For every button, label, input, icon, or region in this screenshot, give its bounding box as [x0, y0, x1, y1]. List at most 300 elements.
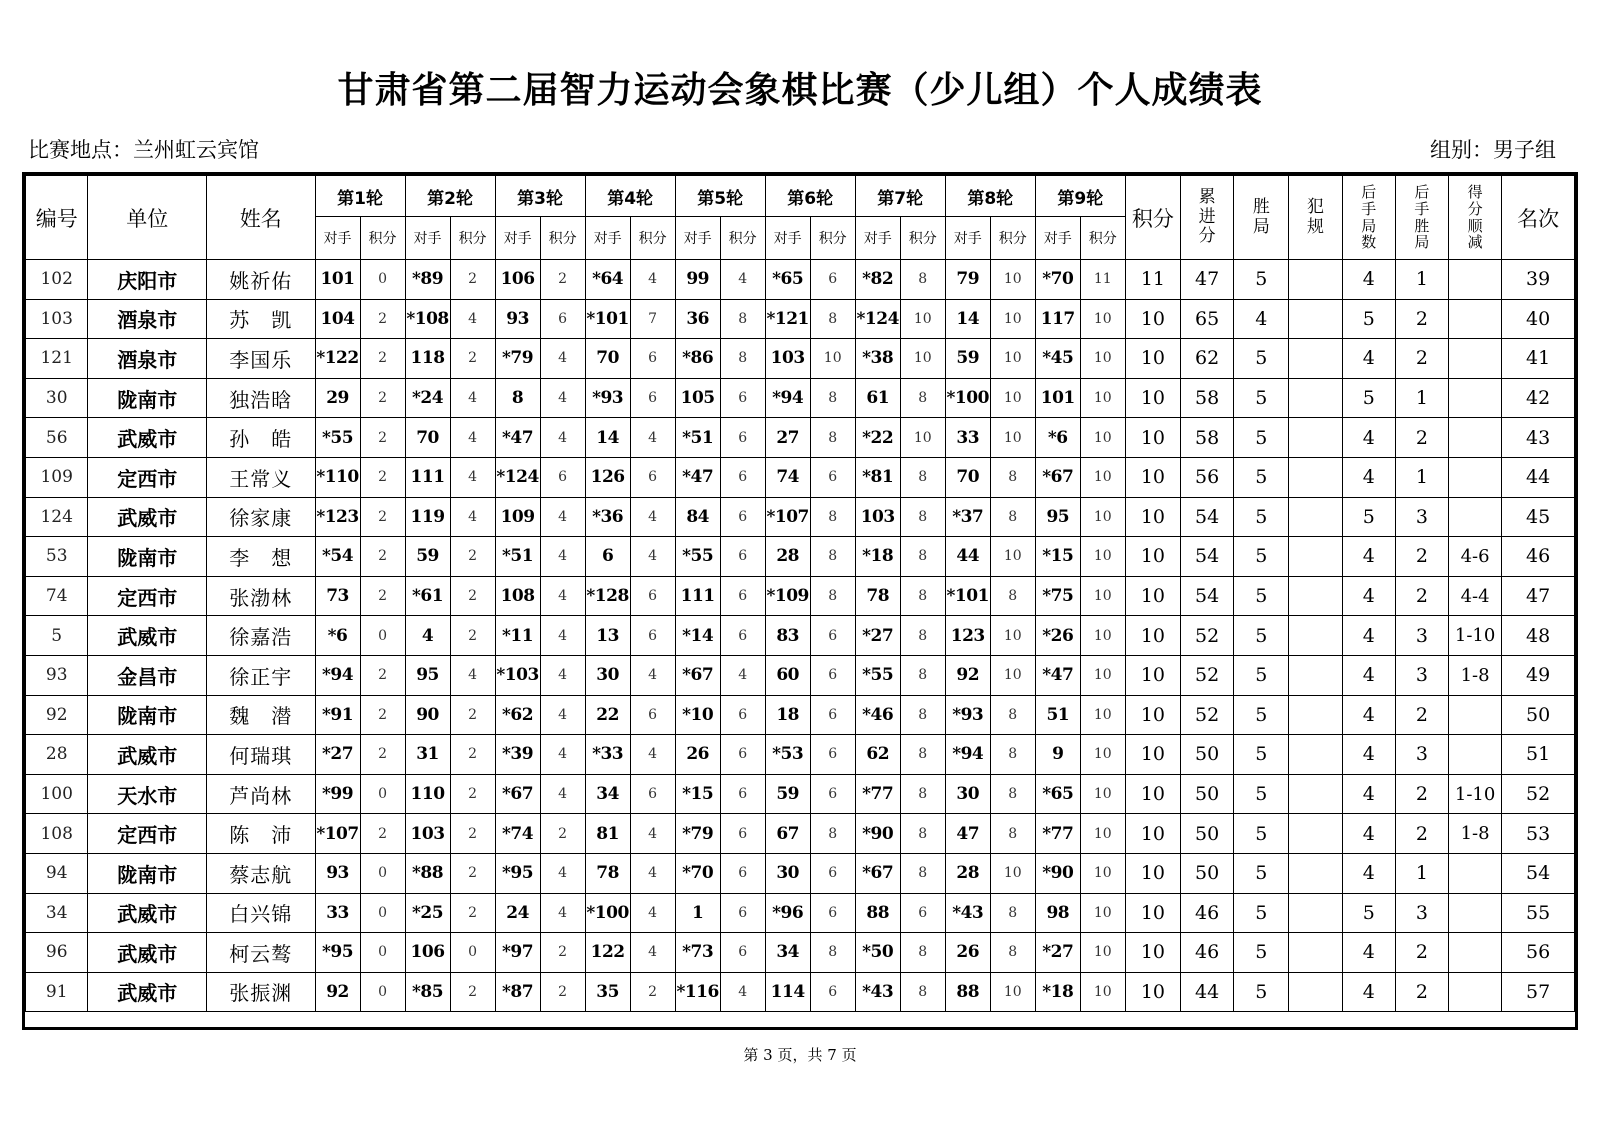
- player-unit: 酒泉市: [88, 339, 207, 379]
- round-opponent: 62: [855, 735, 900, 775]
- header-points: 积分: [990, 217, 1035, 260]
- round-points: 6: [630, 616, 675, 656]
- header-opponent: 对手: [945, 217, 990, 260]
- round-opponent: *101: [945, 576, 990, 616]
- player-second-games: 4: [1342, 774, 1395, 814]
- round-opponent: *39: [495, 735, 540, 775]
- player-cumulative: 50: [1181, 774, 1234, 814]
- round-opponent: *15: [675, 774, 720, 814]
- round-points: 2: [450, 537, 495, 577]
- round-points: 2: [540, 260, 585, 300]
- round-points: 10: [1080, 497, 1125, 537]
- player-second-wins: 1: [1395, 457, 1448, 497]
- round-points: 4: [540, 893, 585, 933]
- round-opponent: 106: [495, 260, 540, 300]
- header-score: 积分: [1125, 176, 1180, 260]
- round-opponent: *91: [315, 695, 360, 735]
- round-points: 6: [720, 418, 765, 458]
- round-points: 10: [900, 339, 945, 379]
- player-rank: 57: [1502, 972, 1575, 1012]
- round-points: 10: [900, 418, 945, 458]
- round-points: 6: [810, 616, 855, 656]
- round-opponent: *51: [675, 418, 720, 458]
- player-tiebreak: [1449, 418, 1502, 458]
- round-points: 2: [450, 260, 495, 300]
- round-points: 4: [720, 260, 765, 300]
- round-points: 8: [900, 576, 945, 616]
- player-rank: 46: [1502, 537, 1575, 577]
- round-points: 2: [360, 814, 405, 854]
- round-points: 10: [1080, 774, 1125, 814]
- round-opponent: *107: [315, 814, 360, 854]
- round-points: 10: [1080, 616, 1125, 656]
- round-opponent: *94: [945, 735, 990, 775]
- player-unit: 武威市: [88, 735, 207, 775]
- round-opponent: 119: [405, 497, 450, 537]
- round-points: 6: [720, 576, 765, 616]
- round-opponent: *124: [495, 457, 540, 497]
- player-tiebreak: 1-10: [1449, 616, 1502, 656]
- round-opponent: 33: [315, 893, 360, 933]
- round-points: 6: [810, 893, 855, 933]
- player-cumulative: 54: [1181, 497, 1234, 537]
- player-name: 芦尚林: [207, 774, 315, 814]
- round-points: 8: [900, 457, 945, 497]
- round-opponent: *15: [1035, 537, 1080, 577]
- round-points: 4: [540, 339, 585, 379]
- round-points: 4: [450, 378, 495, 418]
- round-points: 8: [810, 378, 855, 418]
- round-points: 4: [540, 378, 585, 418]
- round-opponent: 126: [585, 457, 630, 497]
- player-name: 姚祈佑: [207, 260, 315, 300]
- player-cumulative: 50: [1181, 853, 1234, 893]
- player-id: 94: [26, 853, 88, 893]
- player-score: 10: [1125, 497, 1180, 537]
- player-id: 100: [26, 774, 88, 814]
- round-opponent: *47: [675, 457, 720, 497]
- player-name: 何瑞琪: [207, 735, 315, 775]
- round-points: 2: [360, 655, 405, 695]
- round-opponent: *47: [495, 418, 540, 458]
- round-opponent: 6: [585, 537, 630, 577]
- round-opponent: *26: [1035, 616, 1080, 656]
- player-score: 10: [1125, 616, 1180, 656]
- player-wins: 5: [1234, 774, 1289, 814]
- round-opponent: 60: [765, 655, 810, 695]
- round-points: 6: [630, 378, 675, 418]
- round-opponent: 4: [405, 616, 450, 656]
- round-points: 2: [360, 418, 405, 458]
- player-second-games: 5: [1342, 299, 1395, 339]
- round-points: 6: [720, 378, 765, 418]
- round-opponent: 26: [945, 933, 990, 973]
- player-second-wins: 2: [1395, 774, 1448, 814]
- player-second-games: 4: [1342, 339, 1395, 379]
- round-points: 8: [990, 735, 1035, 775]
- player-cumulative: 54: [1181, 576, 1234, 616]
- player-second-games: 4: [1342, 537, 1395, 577]
- table-row: [26, 655, 1575, 695]
- player-tiebreak: 1-8: [1449, 814, 1502, 854]
- player-fouls: [1289, 339, 1342, 379]
- round-opponent: 103: [855, 497, 900, 537]
- player-tiebreak: [1449, 260, 1502, 300]
- round-opponent: *74: [495, 814, 540, 854]
- player-cumulative: 54: [1181, 537, 1234, 577]
- round-opponent: *88: [405, 853, 450, 893]
- player-rank: 56: [1502, 933, 1575, 973]
- player-name: 魏 潜: [207, 695, 315, 735]
- round-points: 0: [360, 853, 405, 893]
- round-points: 8: [990, 893, 1035, 933]
- round-points: 4: [450, 457, 495, 497]
- round-opponent: *70: [1035, 260, 1080, 300]
- player-rank: 51: [1502, 735, 1575, 775]
- player-cumulative: 50: [1181, 735, 1234, 775]
- header-name: 姓名: [207, 176, 315, 260]
- round-points: 10: [990, 537, 1035, 577]
- round-opponent: 79: [945, 260, 990, 300]
- player-fouls: [1289, 260, 1342, 300]
- player-second-games: 4: [1342, 418, 1395, 458]
- player-wins: 5: [1234, 814, 1289, 854]
- player-rank: 55: [1502, 893, 1575, 933]
- round-opponent: *109: [765, 576, 810, 616]
- table-row: [26, 537, 1575, 577]
- player-unit: 定西市: [88, 576, 207, 616]
- round-opponent: *38: [855, 339, 900, 379]
- round-opponent: *14: [675, 616, 720, 656]
- table-row: [26, 972, 1575, 1012]
- round-points: 8: [810, 814, 855, 854]
- round-points: 8: [810, 537, 855, 577]
- round-points: 10: [1080, 972, 1125, 1012]
- player-tiebreak: 4-6: [1449, 537, 1502, 577]
- round-points: 4: [540, 576, 585, 616]
- results-body: [26, 260, 1575, 1012]
- round-opponent: *110: [315, 457, 360, 497]
- table-row: [26, 260, 1575, 300]
- round-points: 6: [540, 299, 585, 339]
- player-fouls: [1289, 299, 1342, 339]
- player-cumulative: 44: [1181, 972, 1234, 1012]
- header-points: 积分: [1080, 217, 1125, 260]
- player-score: 10: [1125, 418, 1180, 458]
- round-opponent: 22: [585, 695, 630, 735]
- round-points: 7: [630, 299, 675, 339]
- player-unit: 酒泉市: [88, 299, 207, 339]
- player-cumulative: 58: [1181, 418, 1234, 458]
- player-fouls: [1289, 853, 1342, 893]
- player-score: 10: [1125, 735, 1180, 775]
- player-rank: 40: [1502, 299, 1575, 339]
- round-points: 8: [810, 933, 855, 973]
- player-name: 徐正宇: [207, 655, 315, 695]
- round-points: 11: [1080, 260, 1125, 300]
- player-second-games: 4: [1342, 457, 1395, 497]
- round-opponent: *81: [855, 457, 900, 497]
- player-cumulative: 46: [1181, 893, 1234, 933]
- round-points: 4: [540, 418, 585, 458]
- player-second-games: 4: [1342, 972, 1395, 1012]
- player-wins: 5: [1234, 537, 1289, 577]
- round-opponent: *6: [315, 616, 360, 656]
- round-opponent: 108: [495, 576, 540, 616]
- player-fouls: [1289, 735, 1342, 775]
- round-opponent: *53: [765, 735, 810, 775]
- player-name: 蔡志航: [207, 853, 315, 893]
- player-id: 30: [26, 378, 88, 418]
- round-points: 6: [720, 616, 765, 656]
- round-opponent: 122: [585, 933, 630, 973]
- page-footer: 第 3 页，共 7 页: [743, 1046, 857, 1064]
- header-points: 积分: [810, 217, 855, 260]
- round-points: 10: [1080, 893, 1125, 933]
- header-unit: 单位: [88, 176, 207, 260]
- player-second-games: 4: [1342, 695, 1395, 735]
- round-opponent: 78: [585, 853, 630, 893]
- round-opponent: 92: [315, 972, 360, 1012]
- round-opponent: *65: [765, 260, 810, 300]
- round-points: 8: [900, 814, 945, 854]
- round-opponent: 111: [675, 576, 720, 616]
- player-second-games: 4: [1342, 814, 1395, 854]
- round-points: 2: [540, 814, 585, 854]
- player-unit: 武威市: [88, 972, 207, 1012]
- round-opponent: *93: [945, 695, 990, 735]
- round-opponent: *77: [1035, 814, 1080, 854]
- round-points: 6: [810, 655, 855, 695]
- round-points: 8: [810, 418, 855, 458]
- round-opponent: 44: [945, 537, 990, 577]
- round-opponent: 78: [855, 576, 900, 616]
- venue-label: 比赛地点：兰州虹云宾馆: [28, 138, 259, 162]
- round-points: 10: [1080, 933, 1125, 973]
- table-row: [26, 735, 1575, 775]
- round-opponent: *62: [495, 695, 540, 735]
- table-row: [26, 497, 1575, 537]
- player-score: 10: [1125, 378, 1180, 418]
- round-points: 10: [990, 339, 1035, 379]
- round-opponent: 27: [765, 418, 810, 458]
- round-points: 10: [1080, 418, 1125, 458]
- round-opponent: 14: [585, 418, 630, 458]
- round-opponent: 26: [675, 735, 720, 775]
- player-second-games: 5: [1342, 893, 1395, 933]
- header-round-8: 第8轮: [945, 176, 1035, 217]
- player-cumulative: 52: [1181, 655, 1234, 695]
- round-points: 8: [900, 933, 945, 973]
- player-tiebreak: 4-4: [1449, 576, 1502, 616]
- player-id: 108: [26, 814, 88, 854]
- round-points: 6: [630, 576, 675, 616]
- round-points: 8: [990, 695, 1035, 735]
- round-points: 10: [1080, 735, 1125, 775]
- round-opponent: *55: [675, 537, 720, 577]
- round-points: 4: [630, 260, 675, 300]
- round-opponent: *128: [585, 576, 630, 616]
- round-points: 6: [810, 774, 855, 814]
- round-opponent: *97: [495, 933, 540, 973]
- player-second-games: 4: [1342, 655, 1395, 695]
- round-opponent: *95: [315, 933, 360, 973]
- player-cumulative: 65: [1181, 299, 1234, 339]
- round-points: 6: [810, 695, 855, 735]
- round-points: 2: [450, 616, 495, 656]
- round-opponent: 30: [765, 853, 810, 893]
- player-tiebreak: 1-8: [1449, 655, 1502, 695]
- player-wins: 5: [1234, 457, 1289, 497]
- table-row: [26, 299, 1575, 339]
- round-points: 4: [450, 497, 495, 537]
- player-id: 93: [26, 655, 88, 695]
- round-points: 8: [900, 735, 945, 775]
- round-opponent: 14: [945, 299, 990, 339]
- round-points: 2: [360, 457, 405, 497]
- round-opponent: *124: [855, 299, 900, 339]
- table-row: [26, 933, 1575, 973]
- round-opponent: *123: [315, 497, 360, 537]
- round-opponent: 70: [945, 457, 990, 497]
- player-wins: 5: [1234, 339, 1289, 379]
- round-points: 10: [990, 616, 1035, 656]
- player-wins: 5: [1234, 418, 1289, 458]
- round-points: 4: [540, 735, 585, 775]
- player-score: 10: [1125, 655, 1180, 695]
- player-score: 10: [1125, 933, 1180, 973]
- round-points: 4: [450, 655, 495, 695]
- player-unit: 武威市: [88, 497, 207, 537]
- player-unit: 定西市: [88, 457, 207, 497]
- player-score: 11: [1125, 260, 1180, 300]
- round-opponent: 24: [495, 893, 540, 933]
- player-second-wins: 3: [1395, 616, 1448, 656]
- player-rank: 53: [1502, 814, 1575, 854]
- round-opponent: 59: [765, 774, 810, 814]
- player-id: 96: [26, 933, 88, 973]
- round-points: 4: [540, 853, 585, 893]
- round-opponent: 74: [765, 457, 810, 497]
- round-points: 6: [720, 695, 765, 735]
- round-opponent: *43: [855, 972, 900, 1012]
- player-wins: 4: [1234, 299, 1289, 339]
- round-points: 10: [1080, 299, 1125, 339]
- header-round-2: 第2轮: [405, 176, 495, 217]
- round-opponent: 18: [765, 695, 810, 735]
- round-points: 10: [1080, 695, 1125, 735]
- round-opponent: *10: [675, 695, 720, 735]
- round-opponent: 117: [1035, 299, 1080, 339]
- round-opponent: 101: [1035, 378, 1080, 418]
- round-opponent: 101: [315, 260, 360, 300]
- round-points: 6: [720, 457, 765, 497]
- round-points: 2: [450, 972, 495, 1012]
- round-opponent: *100: [945, 378, 990, 418]
- round-opponent: 83: [765, 616, 810, 656]
- table-row: [26, 853, 1575, 893]
- round-opponent: *103: [495, 655, 540, 695]
- round-opponent: *65: [1035, 774, 1080, 814]
- round-points: 10: [990, 655, 1035, 695]
- round-opponent: *54: [315, 537, 360, 577]
- player-fouls: [1289, 497, 1342, 537]
- header-fouls: 犯规: [1289, 176, 1342, 260]
- player-tiebreak: 1-10: [1449, 774, 1502, 814]
- round-points: 8: [810, 497, 855, 537]
- round-opponent: *6: [1035, 418, 1080, 458]
- header-points: 积分: [450, 217, 495, 260]
- header-points: 积分: [720, 217, 765, 260]
- player-unit: 定西市: [88, 814, 207, 854]
- player-name: 徐嘉浩: [207, 616, 315, 656]
- player-wins: 5: [1234, 735, 1289, 775]
- header-opponent: 对手: [495, 217, 540, 260]
- round-opponent: *87: [495, 972, 540, 1012]
- round-points: 4: [630, 933, 675, 973]
- player-second-wins: 3: [1395, 735, 1448, 775]
- round-points: 8: [720, 339, 765, 379]
- player-cumulative: 50: [1181, 814, 1234, 854]
- player-second-games: 4: [1342, 853, 1395, 893]
- round-points: 4: [540, 616, 585, 656]
- player-fouls: [1289, 418, 1342, 458]
- round-points: 10: [1080, 853, 1125, 893]
- player-wins: 5: [1234, 576, 1289, 616]
- round-points: 2: [360, 735, 405, 775]
- player-second-wins: 3: [1395, 655, 1448, 695]
- round-points: 8: [900, 260, 945, 300]
- player-name: 王常义: [207, 457, 315, 497]
- player-unit: 陇南市: [88, 695, 207, 735]
- round-opponent: *79: [495, 339, 540, 379]
- round-opponent: 70: [405, 418, 450, 458]
- player-cumulative: 56: [1181, 457, 1234, 497]
- player-name: 柯云骜: [207, 933, 315, 973]
- player-tiebreak: [1449, 497, 1502, 537]
- round-opponent: *64: [585, 260, 630, 300]
- player-tiebreak: [1449, 695, 1502, 735]
- header-second-games: 后手局数: [1342, 176, 1395, 260]
- player-tiebreak: [1449, 893, 1502, 933]
- round-opponent: *90: [855, 814, 900, 854]
- round-points: 4: [540, 774, 585, 814]
- player-name: 陈 沛: [207, 814, 315, 854]
- round-opponent: 118: [405, 339, 450, 379]
- player-id: 74: [26, 576, 88, 616]
- player-rank: 47: [1502, 576, 1575, 616]
- round-points: 10: [900, 299, 945, 339]
- player-id: 91: [26, 972, 88, 1012]
- round-points: 6: [720, 735, 765, 775]
- round-points: 4: [630, 655, 675, 695]
- round-opponent: *11: [495, 616, 540, 656]
- round-points: 8: [900, 853, 945, 893]
- player-rank: 39: [1502, 260, 1575, 300]
- player-unit: 金昌市: [88, 655, 207, 695]
- round-points: 6: [630, 339, 675, 379]
- player-wins: 5: [1234, 616, 1289, 656]
- round-opponent: 123: [945, 616, 990, 656]
- round-opponent: *37: [945, 497, 990, 537]
- round-opponent: 8: [495, 378, 540, 418]
- player-unit: 武威市: [88, 616, 207, 656]
- player-wins: 5: [1234, 972, 1289, 1012]
- header-cumulative: 累进分: [1181, 176, 1234, 260]
- player-wins: 5: [1234, 933, 1289, 973]
- player-id: 5: [26, 616, 88, 656]
- player-id: 56: [26, 418, 88, 458]
